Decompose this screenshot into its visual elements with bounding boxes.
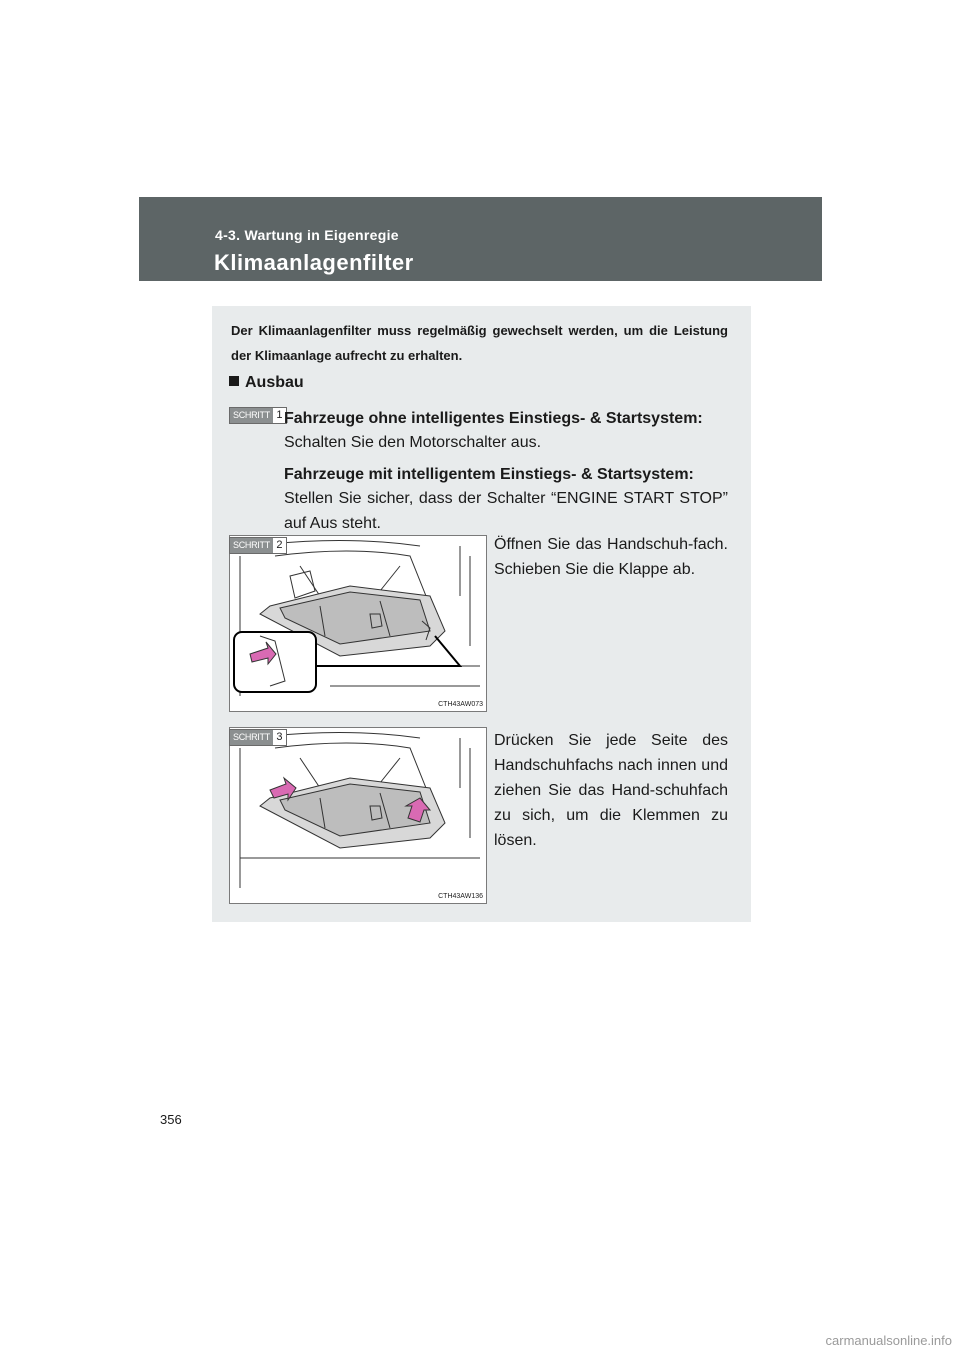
step-number: 3 xyxy=(276,731,283,743)
step-number: 1 xyxy=(276,409,283,421)
intro-text: Der Klimaanlagenfilter muss regelmäßig gewechselt werden, um die Leistung der Klimaanlage aufrecht zu erhalten. xyxy=(231,323,728,363)
step-2-tag xyxy=(229,537,287,554)
step-label: SCHRITT xyxy=(230,538,273,553)
section-label: 4-3. Wartung in Eigenregie xyxy=(215,227,399,243)
step-1-text-2: Stellen Sie sicher, dass der Schalter “ENGINE START STOP” auf Aus steht. xyxy=(284,490,728,532)
step-1-text-1: Schalten Sie den Motorschalter aus. xyxy=(284,434,542,451)
figure-code: CTH43AW136 xyxy=(438,893,483,900)
step-3-figure xyxy=(229,727,487,904)
page-title: Klimaanlagenfilter xyxy=(214,250,414,275)
step-3-text: Drücken Sie jede Seite des Handschuhfachs nach innen und ziehen Sie das Hand-schuhfach zu sich, um die Klemmen zu lösen. xyxy=(494,732,728,849)
step-label: SCHRITT xyxy=(230,408,273,423)
subheading-text: Ausbau xyxy=(245,374,304,391)
square-bullet-icon xyxy=(229,376,239,386)
step-number: 2 xyxy=(276,539,283,551)
step-label: SCHRITT xyxy=(230,730,273,745)
step-1-heading-1: Fahrzeuge ohne intelligentes Einstiegs- & Startsystem: xyxy=(284,410,703,427)
step-3-tag xyxy=(229,729,287,746)
step-1-heading-2: Fahrzeuge mit intelligentem Einstiegs- & Startsystem: xyxy=(284,466,694,483)
glove-box-open-illustration xyxy=(230,536,486,711)
step-2-figure xyxy=(229,535,487,712)
step-2-text: Öffnen Sie das Handschuh-fach. Schieben Sie die Klappe ab. xyxy=(494,536,728,578)
page-number: 356 xyxy=(160,1112,182,1127)
subheading xyxy=(229,374,304,392)
glove-box-release-illustration xyxy=(230,728,486,903)
watermark: carmanualsonline.info xyxy=(825,1333,952,1348)
figure-code: CTH43AW073 xyxy=(438,701,483,708)
step-1-tag xyxy=(229,407,287,424)
